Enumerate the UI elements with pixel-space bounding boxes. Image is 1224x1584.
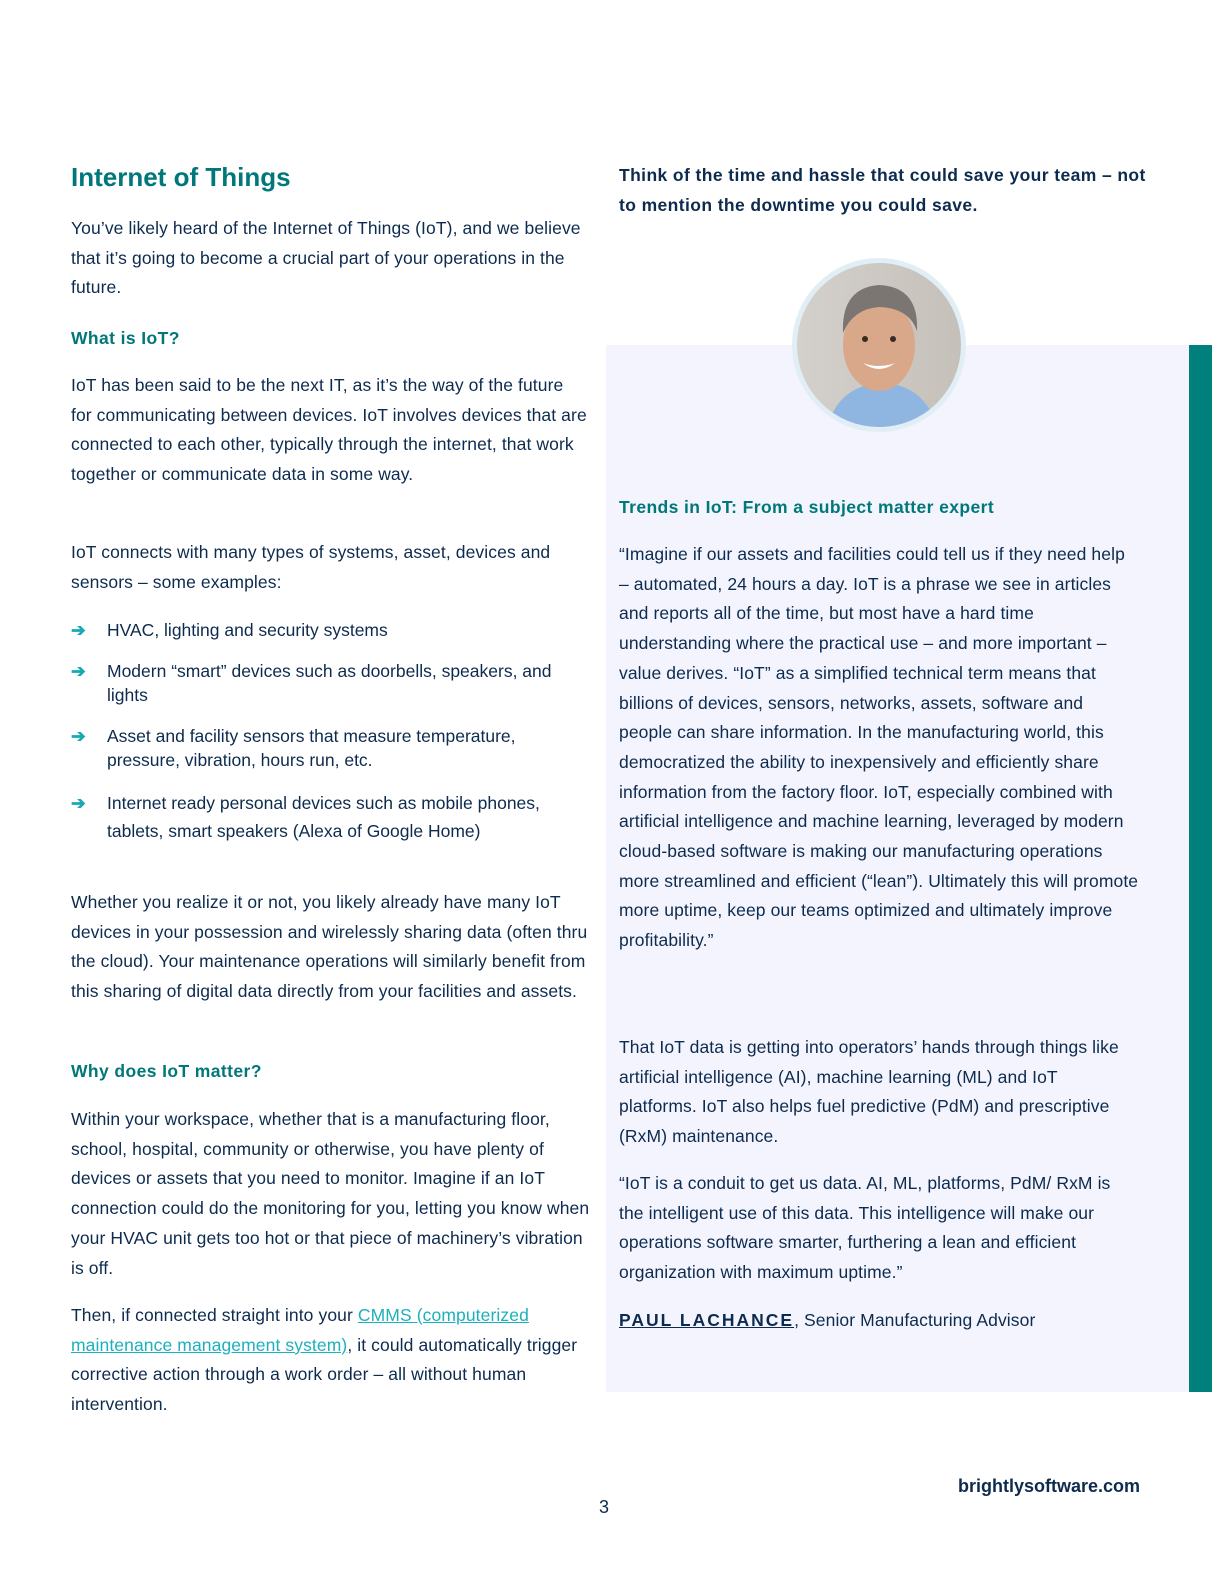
author-name: PAUL LACHANCE xyxy=(619,1310,795,1330)
arrow-right-icon: ➔ xyxy=(71,620,86,640)
why-paragraph-2 xyxy=(71,1301,581,1420)
list-item-text: Asset and facility sensors that measure temperature, pressure, vibration, hours run, etc. xyxy=(107,726,516,770)
text: , it could automatically trigger corrective action through a work order – all without human intervention. xyxy=(71,1334,578,1415)
accent-bar xyxy=(1189,345,1212,1392)
why-heading: Why does IoT matter? xyxy=(71,1061,262,1081)
trends-heading: Trends in IoT: From a subject matter expert xyxy=(619,497,995,517)
what-heading: What is IoT? xyxy=(71,328,180,348)
website-footer: brightlysoftware.com xyxy=(957,1476,1140,1496)
why-paragraph-1: Within your workspace, whether that is a manufacturing floor, school, hospital, community or otherwise, you have plenty of devices or assets that you need to monitor. Imagine if an IoT connection could do the monitoring for you, letting you know when your HVAC unit gets too hot or that piece of machinery’s vibration is off. xyxy=(71,1109,590,1278)
page-number: 3 xyxy=(599,1497,610,1517)
author-attribution xyxy=(619,1306,1159,1336)
list-item-text: HVAC, lighting and security systems xyxy=(107,620,388,640)
list-item-text: Internet ready personal devices such as mobile phones, tablets, smart speakers (Alexa of Google Home) xyxy=(107,793,540,841)
callout-text: Think of the time and hassle that could save your team – not to mention the downtime you could save. xyxy=(619,165,1146,215)
list-item xyxy=(71,659,591,707)
what-paragraph-1: IoT has been said to be the next IT, as it’s the way of the future for communicating between devices. IoT involves devices that are connected to each other, typically through the internet, that work together or communicate data in some way. xyxy=(71,375,587,485)
arrow-right-icon: ➔ xyxy=(71,793,86,813)
cmms-link[interactable]: CMMS (computerized maintenance management system) xyxy=(71,1305,529,1355)
what-paragraph-3: Whether you realize it or not, you likely already have many IoT devices in your possession and wirelessly sharing data (often thru the cloud). Your maintenance operations will similarly benefit from this sharing of digital data directly from your facilities and assets. xyxy=(71,892,588,1002)
intro-paragraph: You’ve likely heard of the Internet of Things (IoT), and we believe that it’s going to become a crucial part of your operations in the future. xyxy=(71,218,581,298)
expert-photo xyxy=(792,258,966,432)
author-title: , Senior Manufacturing Advisor xyxy=(794,1310,1036,1330)
list-item xyxy=(71,618,591,642)
expert-quote-2: “IoT is a conduit to get us data. AI, ML, platforms, PdM/ RxM is the intelligent use of this data. This intelligence will make our operations software smarter, furthering a lean and efficient organization with maximum uptime.” xyxy=(619,1173,1111,1283)
examples-list xyxy=(71,618,591,862)
expert-quote-1: “Imagine if our assets and facilities could tell us if they need help – automated, 24 hours a day. IoT is a phrase we see in articles and reports all of the time, but most have a hard time understanding where the practical use – and more important – value derives. “IoT” as a simplified technical term means that billions of devices, sensors, networks, assets, software and people can share information. In the manufacturing world, this democratized the ability to inexpensively and efficiently share information from the factory floor. IoT, especially combined with artificial intelligence and machine learning, leveraged by modern cloud-based software is making our manufacturing operations more streamlined and efficient (“lean”). Ultimately this will promote more uptime, keep our teams optimized and ultimately improve profitability.” xyxy=(619,544,1139,951)
arrow-right-icon: ➔ xyxy=(71,661,86,681)
portrait-image xyxy=(797,263,961,427)
expert-paragraph-2: That IoT data is getting into operators’ hands through things like artificial intelligence (AI), machine learning (ML) and IoT platforms. IoT also helps fuel predictive (PdM) and prescriptive (RxM) maintenance. xyxy=(619,1037,1119,1147)
what-paragraph-2: IoT connects with many types of systems, asset, devices and sensors – some examples: xyxy=(71,542,551,592)
page-title: Internet of Things xyxy=(71,162,291,192)
text: Then, if connected straight into your xyxy=(71,1305,358,1325)
list-item xyxy=(71,789,591,845)
arrow-right-icon: ➔ xyxy=(71,726,86,746)
list-item xyxy=(71,724,591,772)
list-item-text: Modern “smart” devices such as doorbells, speakers, and lights xyxy=(107,661,552,705)
